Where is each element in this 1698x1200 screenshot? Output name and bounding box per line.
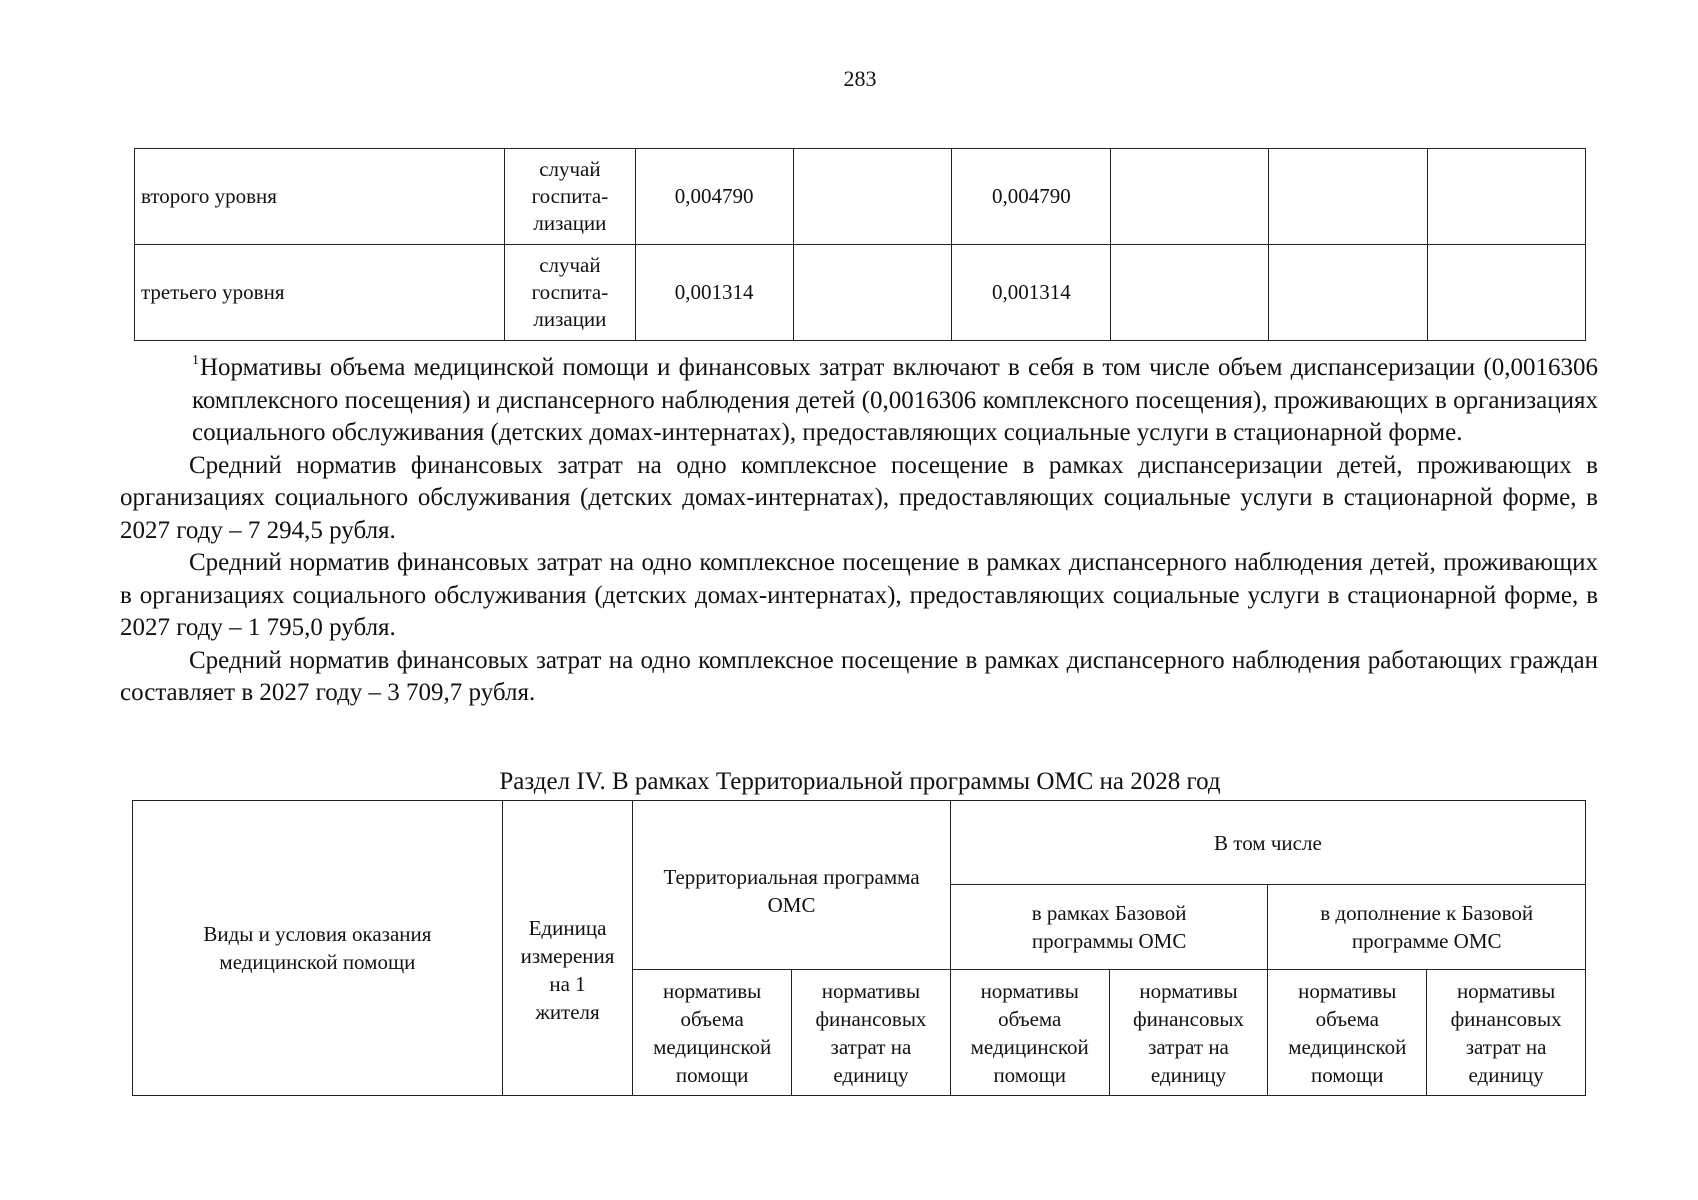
header-additional-program: в дополнение к Базовой программе ОМС (1268, 885, 1586, 970)
basic-volume-cell: 0,004790 (952, 149, 1111, 245)
header-territorial-program: Территориальная программа ОМС (633, 801, 951, 970)
note-paragraph: Средний норматив финансовых затрат на одно комплексное посещение в рамках диспансеризации детей, проживающих в организациях социального обслуживания (детских домах-интернатах), предоставляющих социальные услуги в стационарной форме, в 2027 году – 7 294,5 рубля. (120, 451, 1598, 544)
section-table (132, 800, 1586, 1096)
row-unit: случай госпита- лизации (505, 245, 636, 341)
territorial-cost-cell (793, 245, 952, 341)
notes-text (120, 345, 1598, 710)
row-name: третьего уровня (135, 245, 505, 341)
page-number: 283 (843, 66, 877, 91)
footnote-mark: 1 (192, 353, 199, 368)
header-cost-norm: нормативы финансовых затрат на единицу (1109, 970, 1268, 1096)
table-row (135, 149, 1586, 245)
header-including: В том числе (950, 801, 1585, 885)
header-cost-norm: нормативы финансовых затрат на единицу (1427, 970, 1586, 1096)
header-volume-norm: нормативы объема медицинской помощи (950, 970, 1109, 1096)
row-name: второго уровня (135, 149, 505, 245)
additional-volume-cell (1269, 245, 1428, 341)
header-types-of-care: Виды и условия оказания медицинской помощи (133, 801, 503, 1096)
territorial-cost-cell (793, 149, 952, 245)
basic-cost-cell (1111, 149, 1269, 245)
section-title: Раздел IV. В рамках Территориальной программы ОМС на 2028 год (499, 768, 1221, 795)
territorial-volume-cell: 0,001314 (635, 245, 793, 341)
table-row (135, 245, 1586, 341)
header-volume-norm: нормативы объема медицинской помощи (633, 970, 792, 1096)
top-table (134, 148, 1586, 341)
territorial-volume-cell: 0,004790 (635, 149, 793, 245)
additional-volume-cell (1269, 149, 1428, 245)
basic-volume-cell: 0,001314 (952, 245, 1111, 341)
header-volume-norm: нормативы объема медицинской помощи (1268, 970, 1427, 1096)
header-cost-norm: нормативы финансовых затрат на единицу (792, 970, 951, 1096)
header-unit: Единица измерения на 1 жителя (502, 801, 633, 1096)
header-basic-program: в рамках Базовой программы ОМС (950, 885, 1268, 970)
row-unit: случай госпита- лизации (505, 149, 636, 245)
additional-cost-cell (1428, 245, 1586, 341)
additional-cost-cell (1428, 149, 1586, 245)
basic-cost-cell (1111, 245, 1269, 341)
note-paragraph: Средний норматив финансовых затрат на одно комплексное посещение в рамках диспансерного наблюдения детей, проживающих в организациях социального обслуживания (детских домах-интернатах), предоставляющих социальные услуги в стационарной форме, в 2027 году – 1 795,0 рубля. (120, 549, 1598, 641)
note-paragraph: Средний норматив финансовых затрат на одно комплексное посещение в рамках диспансерного наблюдения работающих граждан составляет в 2027 году – 3 709,7 рубля. (120, 646, 1598, 706)
footnote-paragraph: $^1$Нормативы объема медицинской помощи и финансовых затрат включают в себя в том числе объем диспансеризации (0,0016306 комплексного посещения) и диспансерного наблюдения детей (0,0016306 комплексного посещения), проживающих в организациях социального обслуживания (детских домах-интернатах), предоставляющих социальные услуги в стационарной форме. (192, 353, 1598, 446)
